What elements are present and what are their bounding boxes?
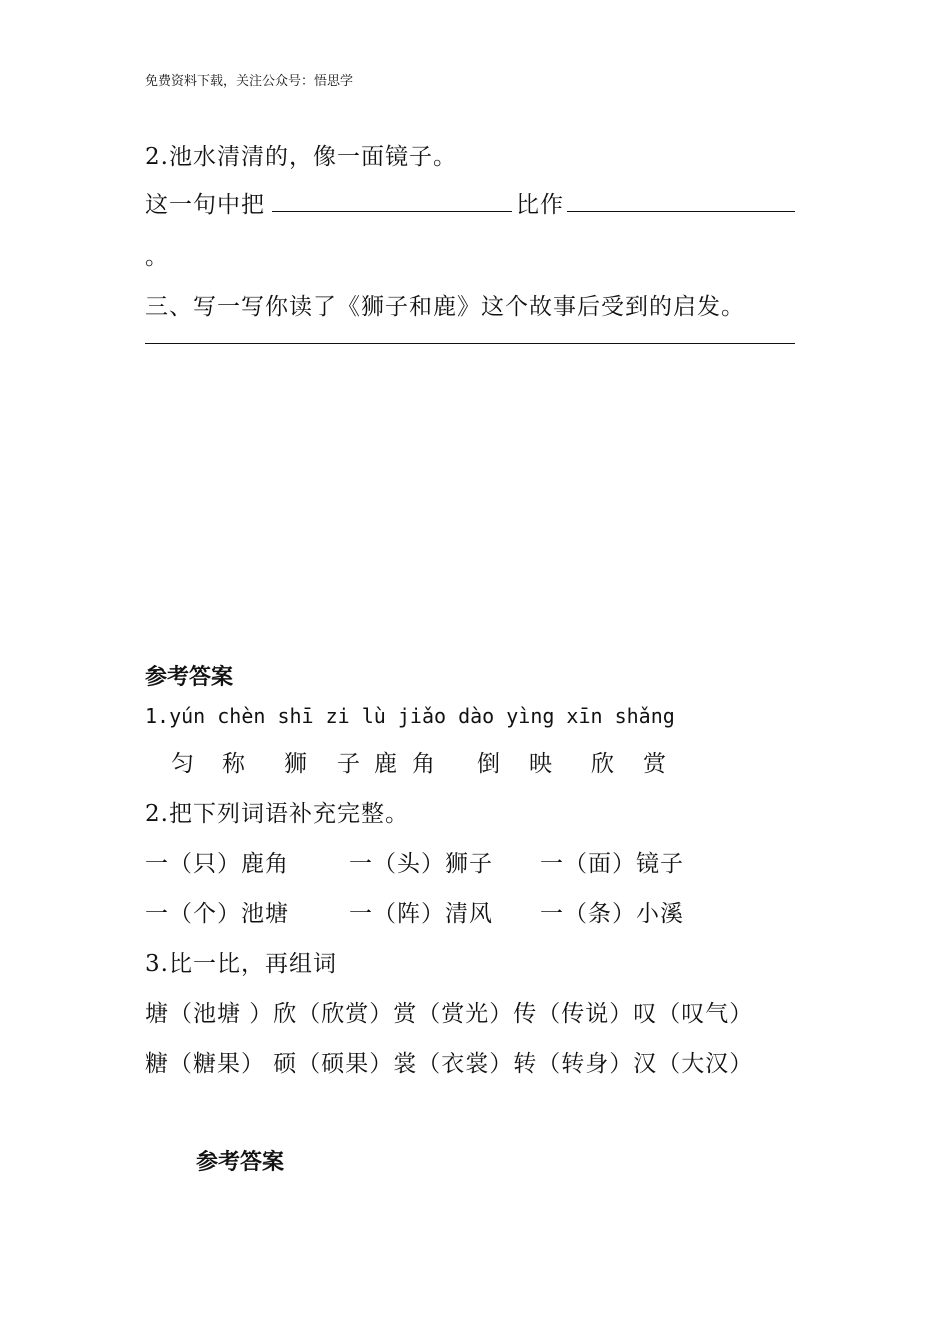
answer-title: 参考答案 xyxy=(145,665,234,690)
fill-end: 。 xyxy=(145,244,169,270)
question-3: 三、写一写你读了《狮子和鹿》这个故事后受到的启发。 xyxy=(145,294,745,320)
answer-3-title: 3.比一比，再组词 xyxy=(145,951,337,977)
hanzi-char: 鹿 xyxy=(374,751,397,777)
answer-2-cell: 一（阵）清风 xyxy=(349,901,493,927)
answer-1-pinyin: 1.yún chèn shī zi lù jiǎo dào yìng xīn shǎng xyxy=(145,704,675,728)
answer-2-cell: 一（面）镜子 xyxy=(540,851,684,877)
answer-line-long[interactable] xyxy=(145,343,795,344)
answer-3-row-2: 糖（糖果） 硕（硕果）裳（衣裳）转（转身）汉（大汉） xyxy=(145,1051,754,1077)
answer-3-row-1: 塘（池塘 ）欣（欣赏）赏（赏光）传（传说）叹（叹气） xyxy=(145,1001,754,1027)
answer-blank-1[interactable] xyxy=(272,211,512,212)
hanzi-char: 狮 xyxy=(284,751,307,777)
hanzi-char: 子 xyxy=(337,751,360,777)
question-2: 2.池水清清的，像一面镜子。 xyxy=(145,144,457,170)
hanzi-char: 倒 xyxy=(477,751,500,777)
answer-2-cell: 一（头）狮子 xyxy=(349,851,493,877)
hanzi-char: 角 xyxy=(412,751,435,777)
page-header: 免费资料下载，关注公众号：悟思学 xyxy=(145,74,354,89)
hanzi-char: 匀 xyxy=(171,751,194,777)
fill-prefix: 这一句中把 xyxy=(145,192,265,218)
hanzi-char: 称 xyxy=(222,751,245,777)
hanzi-char: 映 xyxy=(529,751,552,777)
answer-2-title: 2.把下列词语补充完整。 xyxy=(145,801,409,827)
answer-title-2: 参考答案 xyxy=(196,1150,285,1175)
answer-2-cell: 一（只）鹿角 xyxy=(145,851,289,877)
answer-2-cell: 一（个）池塘 xyxy=(145,901,289,927)
fill-middle: 比作 xyxy=(516,192,564,218)
answer-blank-2[interactable] xyxy=(567,211,795,212)
hanzi-char: 赏 xyxy=(643,751,666,777)
answer-2-cell: 一（条）小溪 xyxy=(540,901,684,927)
hanzi-char: 欣 xyxy=(591,751,614,777)
